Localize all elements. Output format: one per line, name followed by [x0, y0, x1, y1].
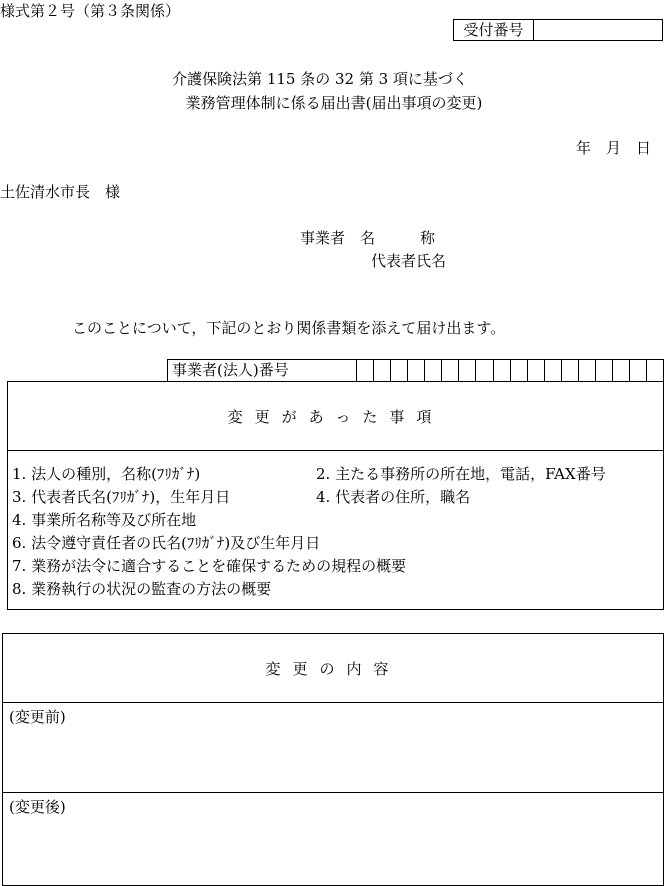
operator-number-digit-cell[interactable]	[562, 360, 579, 381]
addressee: 土佐清水市長 様	[0, 183, 121, 201]
changed-items-list	[8, 451, 663, 601]
receipt-number-field[interactable]	[534, 20, 662, 40]
operator-number-digit-cell[interactable]	[494, 360, 511, 381]
notice-text: このことについて，下記のとおり関係書類を添えて届け出ます。	[72, 319, 506, 337]
operator-number-row	[167, 359, 664, 382]
document-title-line1: 介護保険法第 115 条の 32 第 3 項に基づく	[172, 70, 468, 88]
before-change-label: (変更前)	[9, 708, 66, 726]
operator-number-digit-cell[interactable]	[425, 360, 442, 381]
operator-number-digit-cell[interactable]	[511, 360, 528, 381]
operator-name-label: 事業者 名 称	[300, 229, 436, 247]
after-change-section[interactable]	[3, 793, 663, 817]
operator-number-digit-cell[interactable]	[374, 360, 391, 381]
operator-number-digit-cell[interactable]	[596, 360, 613, 381]
changed-item-row	[12, 555, 663, 578]
changed-item[interactable]: 2. 主たる事務所の所在地，電話，FAX番号	[316, 465, 606, 483]
changed-item[interactable]: 4. 事業所名称等及び所在地	[12, 511, 197, 529]
operator-number-digit-cell[interactable]	[545, 360, 562, 381]
operator-number-digit-cell[interactable]	[391, 360, 408, 381]
changed-item[interactable]: 8. 業務執行の状況の監査の方法の概要	[12, 580, 272, 598]
operator-number-digit-cell[interactable]	[579, 360, 596, 381]
changed-item[interactable]: 4. 代表者の住所，職名	[316, 488, 471, 506]
receipt-number-label: 受付番号	[454, 20, 534, 40]
changed-item-row	[12, 578, 663, 601]
change-content-table	[2, 633, 664, 886]
changed-item-row	[12, 532, 663, 555]
changed-items-header: 変更があった事項	[8, 382, 663, 451]
changed-item[interactable]: 3. 代表者氏名(ﾌﾘｶﾞﾅ)，生年月日	[12, 488, 231, 506]
operator-number-digit-cell[interactable]	[459, 360, 476, 381]
operator-number-digits	[357, 360, 663, 381]
operator-number-digit-cell[interactable]	[476, 360, 493, 381]
changed-item[interactable]: 6. 法令遵守責任者の氏名(ﾌﾘｶﾞﾅ)及び生年月日	[12, 534, 321, 552]
operator-number-digit-cell[interactable]	[613, 360, 630, 381]
receipt-number-box	[453, 19, 663, 41]
changed-item[interactable]: 7. 業務が法令に適合することを確保するための規程の概要	[12, 557, 407, 575]
form-number: 様式第２号（第３条関係）	[0, 2, 181, 20]
change-content-header: 変更の内容	[3, 634, 663, 703]
changed-item-row	[12, 463, 663, 486]
operator-number-digit-cell[interactable]	[408, 360, 425, 381]
changed-item-row	[12, 509, 663, 532]
operator-number-digit-cell[interactable]	[528, 360, 545, 381]
representative-name-label: 代表者氏名	[371, 252, 447, 270]
operator-number-digit-cell[interactable]	[442, 360, 459, 381]
after-change-label: (変更後)	[9, 798, 66, 816]
operator-number-digit-cell[interactable]	[357, 360, 374, 381]
operator-number-label: 事業者(法人)番号	[168, 360, 357, 381]
changed-item[interactable]: 1. 法人の種別，名称(ﾌﾘｶﾞﾅ)	[12, 465, 201, 483]
operator-number-digit-cell[interactable]	[647, 360, 663, 381]
document-title-line2: 業務管理体制に係る届出書(届出事項の変更)	[185, 94, 483, 112]
before-change-section[interactable]	[3, 703, 663, 793]
date-line: 年 月 日	[575, 139, 651, 157]
changed-items-table	[7, 381, 664, 610]
operator-number-digit-cell[interactable]	[630, 360, 647, 381]
changed-item-row	[12, 486, 663, 509]
